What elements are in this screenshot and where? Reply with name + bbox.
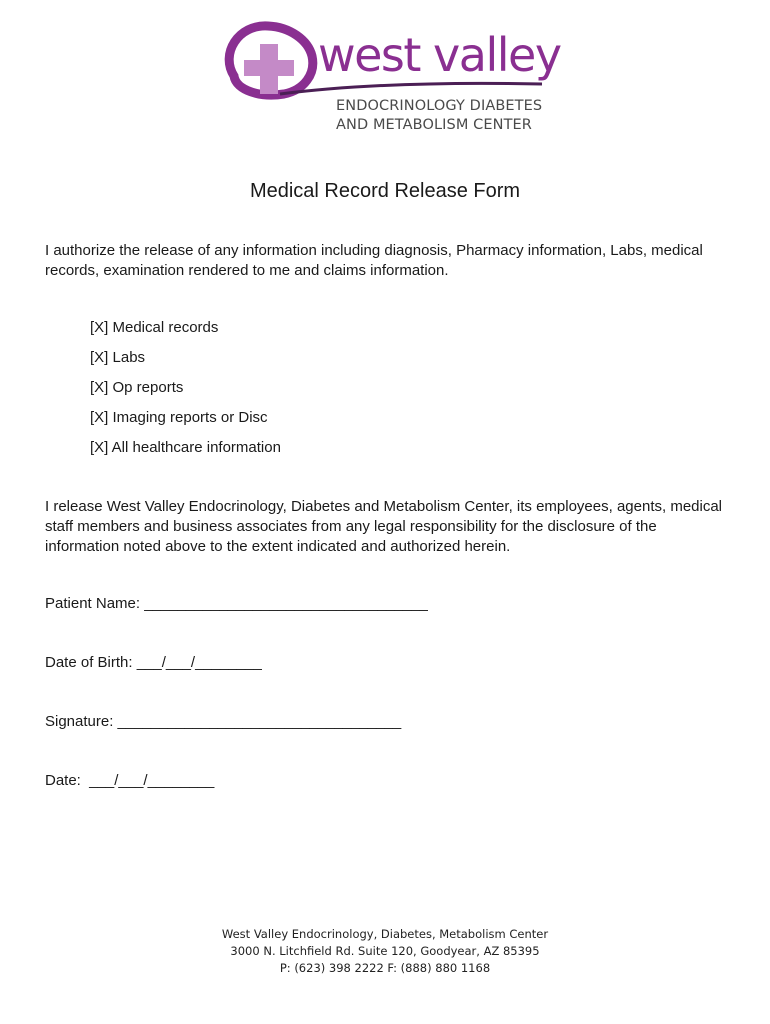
footer-address: 3000 N. Litchfield Rd. Suite 120, Goodyear, AZ 85395	[230, 944, 540, 958]
signature-field[interactable]: Signature: __________________________________	[45, 713, 402, 730]
date-field[interactable]: Date: ___/___/________	[45, 772, 215, 789]
footer-clinic-name: West Valley Endocrinology, Diabetes, Metabolism Center	[221, 927, 549, 941]
release-checklist	[90, 318, 281, 468]
checklist-item[interactable]: [X] Op reports	[90, 379, 184, 396]
form-title: Medical Record Release Form	[249, 180, 521, 202]
footer	[0, 926, 770, 977]
checklist-item[interactable]: [X] Imaging reports or Disc	[90, 409, 268, 426]
clinic-logo	[220, 14, 560, 134]
logo-wordmark: west valley	[318, 28, 561, 82]
checklist-item[interactable]: [X] Labs	[90, 349, 146, 366]
footer-phone-fax: P: (623) 398 2222 F: (888) 880 1168	[279, 961, 491, 975]
authorization-paragraph: I authorize the release of any information including diagnosis, Pharmacy information, Labs, medical records, examination rendered to me and claims information.	[45, 242, 703, 279]
logo-subtitle-line2: AND METABOLISM CENTER	[336, 117, 532, 133]
checklist-item[interactable]: [X] Medical records	[90, 319, 219, 336]
patient-name-field[interactable]: Patient Name: __________________________________	[45, 595, 428, 612]
logo-subtitle-line1: ENDOCRINOLOGY DIABETES	[336, 98, 543, 114]
date-of-birth-field[interactable]: Date of Birth: ___/___/________	[45, 654, 262, 671]
release-paragraph: I release West Valley Endocrinology, Diabetes and Metabolism Center, its employees, agents, medical staff members and business associates from any legal responsibility for the disclosure of the information noted above to the extent indicated and authorized herein.	[45, 498, 723, 555]
checklist-item[interactable]: [X] All healthcare information	[90, 439, 281, 456]
